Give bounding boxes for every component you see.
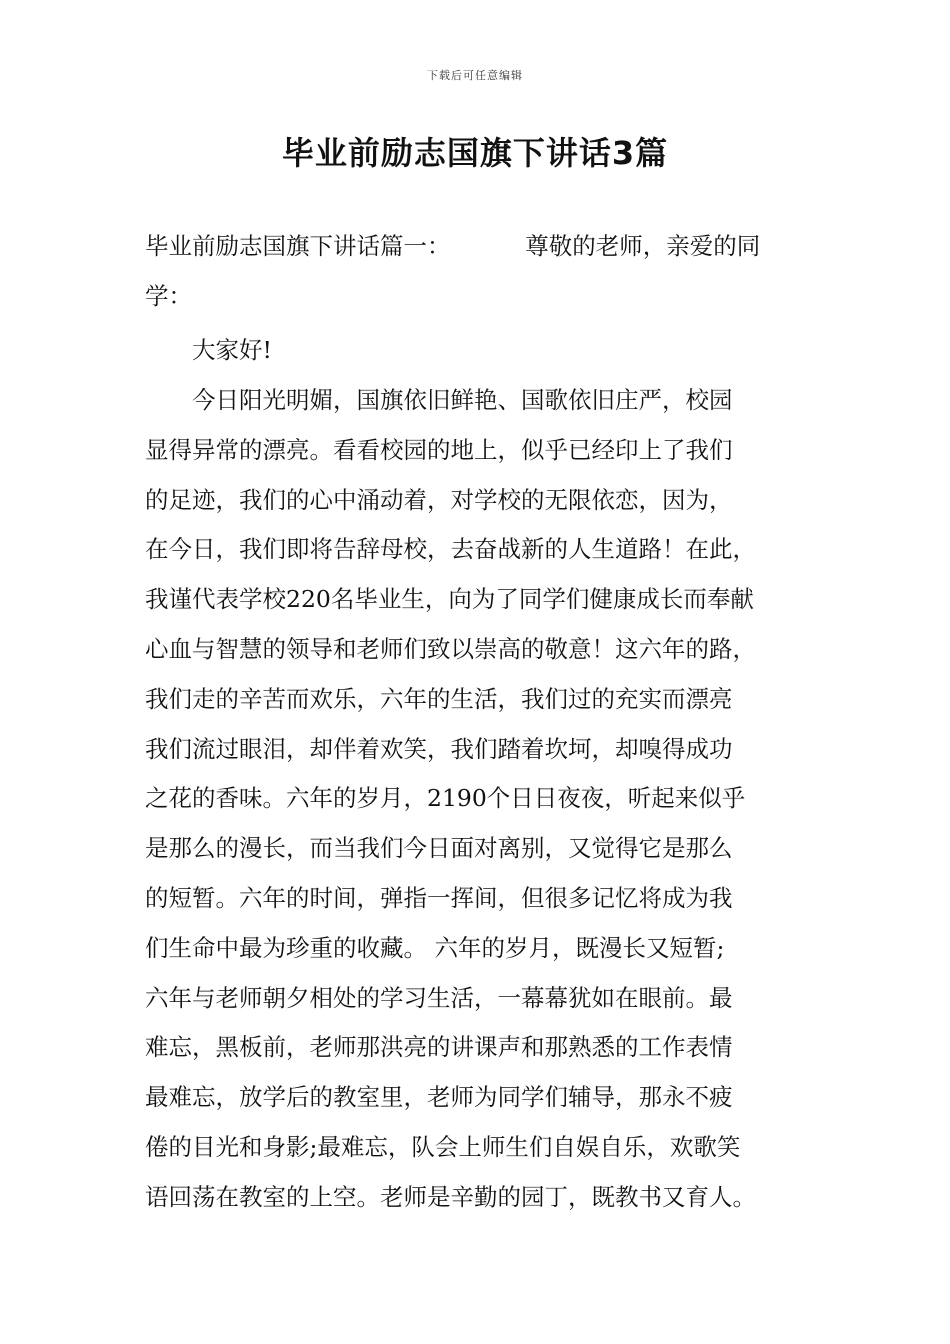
paragraph-line: 显得异常的漂亮。看看校园的地上，似乎已经印上了我们 [145, 435, 733, 464]
paragraph-line: 们生命中最为珍重的收藏。 六年的岁月，既漫长又短暂; [145, 933, 725, 962]
paragraph-line: 在今日，我们即将告辞母校，去奋战新的人生道路！在此， [145, 535, 756, 564]
paragraph-line: 的短暂。六年的时间，弹指一挥间，但很多记忆将成为我 [145, 883, 733, 912]
document-title: 毕业前励志国旗下讲话3篇 [281, 134, 669, 172]
paragraph-line: 是那么的漫长，而当我们今日面对离别，又觉得它是那么 [145, 834, 733, 863]
paragraph-line: 最难忘，放学后的教室里，老师为同学们辅导，那永不疲 [145, 1083, 733, 1112]
intro-block [145, 222, 825, 322]
paragraph-line: 我们流过眼泪，却伴着欢笑，我们踏着坎坷，却嗅得成功 [145, 734, 733, 763]
intro-line: 学： [145, 281, 192, 310]
header-note: 下载后可任意编辑 [427, 69, 523, 82]
paragraph-line: 我谨代表学校220名毕业生，向为了同学们健康成长而奉献 [145, 585, 754, 614]
greeting-block [145, 326, 825, 376]
intro-line: 毕业前励志国旗下讲话篇一： 尊敬的老师，亲爱的同 [145, 232, 761, 260]
paragraph-line: 语回荡在教室的上空。老师是辛勤的园丁，既教书又育人。 [145, 1182, 756, 1211]
greeting-line: 大家好! [145, 336, 272, 364]
paragraph-line: 心血与智慧的领导和老师们致以崇高的敬意！这六年的路， [145, 634, 756, 663]
paragraph-line: 六年与老师朝夕相处的学习生活，一幕幕犹如在眼前。最 [145, 983, 733, 1012]
paragraph-line: 倦的目光和身影;最难忘，队会上师生们自娱自乐，欢歌笑 [145, 1132, 741, 1161]
paragraph-line: 今日阳光明媚，国旗依旧鲜艳、国歌依旧庄严，校园 [145, 386, 733, 414]
speech-paragraph [145, 376, 825, 1223]
paragraph-line: 之花的香味。六年的岁月，2190个日日夜夜，听起来似乎 [145, 784, 746, 813]
paragraph-line: 我们走的辛苦而欢乐，六年的生活，我们过的充实而漂亮 [145, 684, 733, 713]
paragraph-line: 难忘，黑板前，老师那洪亮的讲课声和那熟悉的工作表情 [145, 1033, 733, 1062]
paragraph-line: 的足迹，我们的心中涌动着，对学校的无限依恋，因为， [145, 485, 733, 514]
